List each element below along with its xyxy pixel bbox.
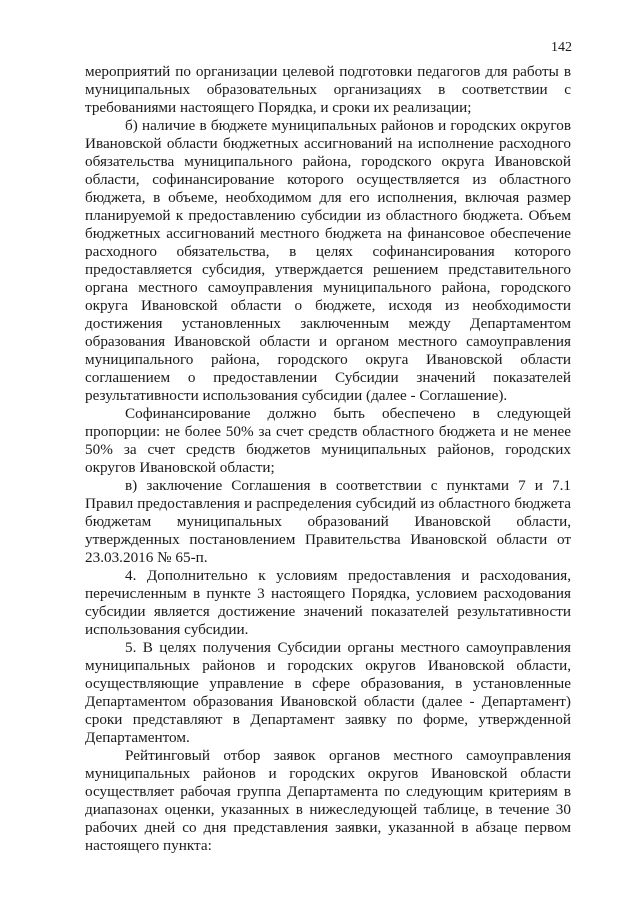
paragraph-continuation: мероприятий по организации целевой подготовки педагогов для работы в муниципальных образовательных организациях в соответствии с требованиями настоящего Порядка, и сроки их реализации;	[85, 63, 571, 116]
paragraph-item-b: б) наличие в бюджете муниципальных районов и городских округов Ивановской области бюджетных ассигнований на исполнение расходного обязательства муниципального района, городского округа Ивановской области, софинансирование которого осуществляется из областного бюджета, в объеме, необходимом для его исполнения, включая размер планируемой к предоставлению субсидии из областного бюджета. Объем бюджетных ассигнований местного бюджета на финансовое обеспечение расходного обязательства, в целях софинансирования которого предоставляется субсидия, утверждается решением представительного органа местного самоуправления муниципального района, городского округа Ивановской области о бюджете, исходя из необходимости достижения установленных заключенным между Департаментом образования Ивановской области и органом местного самоуправления муниципального района, городского округа Ивановской области соглашением о предоставлении Субсидии значений показателей результативности использования субсидии (далее - Соглашение).	[85, 117, 571, 404]
paragraph-rating-selection: Рейтинговый отбор заявок органов местного самоуправления муниципальных районов и городских округов Ивановской области осуществляет рабочая группа Департамента по следующим критериям в диапазонах оценки, указанных в нижеследующей таблице, в течение 30 рабочих дней со дня представления заявки, указанной в абзаце первом настоящего пункта:	[85, 747, 571, 854]
page-number: 142	[551, 40, 572, 55]
document-body	[85, 63, 571, 855]
paragraph-item-v: в) заключение Соглашения в соответствии с пунктами 7 и 7.1 Правил предоставления и распределения субсидий из областного бюджета бюджетам муниципальных образований Ивановской области, утвержденных постановлением Правительства Ивановской области от 23.03.2016 № 65-п.	[85, 477, 571, 566]
paragraph-clause-4: 4. Дополнительно к условиям предоставления и расходования, перечисленным в пункте 3 настоящего Порядка, условием расходования субсидии является достижение значений показателей результативности использования субсидии.	[85, 567, 571, 638]
paragraph-cofinancing: Софинансирование должно быть обеспечено в следующей пропорции: не более 50% за счет средств областного бюджета и не менее 50% за счет средств бюджетов муниципальных районов, городских округов Ивановской области;	[85, 405, 571, 476]
paragraph-clause-5: 5. В целях получения Субсидии органы местного самоуправления муниципальных районов и городских округов Ивановской области, осуществляющие управление в сфере образования, в установленные Департаментом образования Ивановской области (далее - Департамент) сроки представляют в Департамент заявку по форме, утвержденной Департаментом.	[85, 639, 571, 746]
